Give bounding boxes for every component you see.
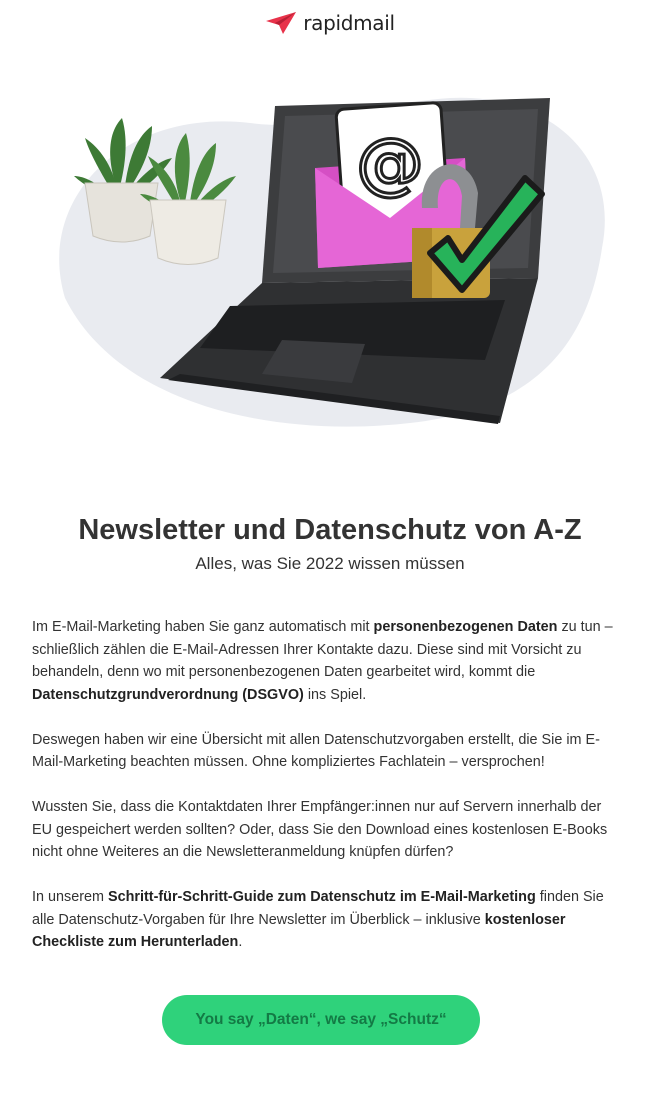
page-title: Newsletter und Datenschutz von A-Z: [78, 514, 582, 546]
hero-illustration: [30, 78, 630, 438]
paper-plane-icon: [265, 11, 297, 35]
cta-button[interactable]: You say „Daten“, we say „Schutz“: [162, 995, 480, 1045]
bold-guide-title: Schritt-für-Schritt-Guide zum Datenschutz im E-Mail-Marketing: [108, 889, 536, 905]
bold-checklist: kostenloser Checkliste zum Herunterladen: [32, 911, 566, 950]
paragraph-1: Im E-Mail-Marketing haben Sie ganz automatisch mit personenbezogenen Daten zu tun – schließlich zählen die E-Mail-Adressen Ihrer Kontakte dazu. Diese sind mit Vorsicht zu behandeln, denn wo mit personenbezogenen Daten gearbeitet wird, kommt die Datenschutzgrundverordnung (DSGVO) ins Spiel.: [32, 619, 613, 703]
brand-name: rapidmail: [303, 11, 395, 35]
svg-text:@: @: [356, 124, 424, 203]
bold-dsgvo: Datenschutzgrundverordnung (DSGVO): [32, 686, 304, 703]
paragraph-3: Wussten Sie, dass die Kontaktdaten Ihrer Empfänger:innen nur auf Servern innerhalb der EU gespeichert werden sollten? Oder, dass Sie den Download eines kostenlosen E-Books nicht ohne Weiteres an die Newsletteranmeldung knüpfen dürfen?: [32, 799, 608, 860]
paragraph-4: In unserem Schritt-für-Schritt-Guide zum Datenschutz im E-Mail-Marketing finden Sie alle Datenschutz-Vorgaben für Ihre Newsletter im Überblick – inklusive kostenloser Checkliste zum Herunterladen.: [32, 889, 604, 950]
body-copy: [32, 616, 617, 976]
brand-logo[interactable]: [0, 8, 660, 38]
paragraph-2: Deswegen haben wir eine Übersicht mit allen Datenschutzvorgaben erstellt, die Sie im E-Mail-Marketing beachten müssen. Ohne kompliziertes Fachlatein – versprochen!: [32, 731, 600, 770]
bold-personal-data: personenbezogenen Daten: [373, 619, 558, 635]
page-subtitle: Alles, was Sie 2022 wissen müssen: [195, 554, 465, 573]
